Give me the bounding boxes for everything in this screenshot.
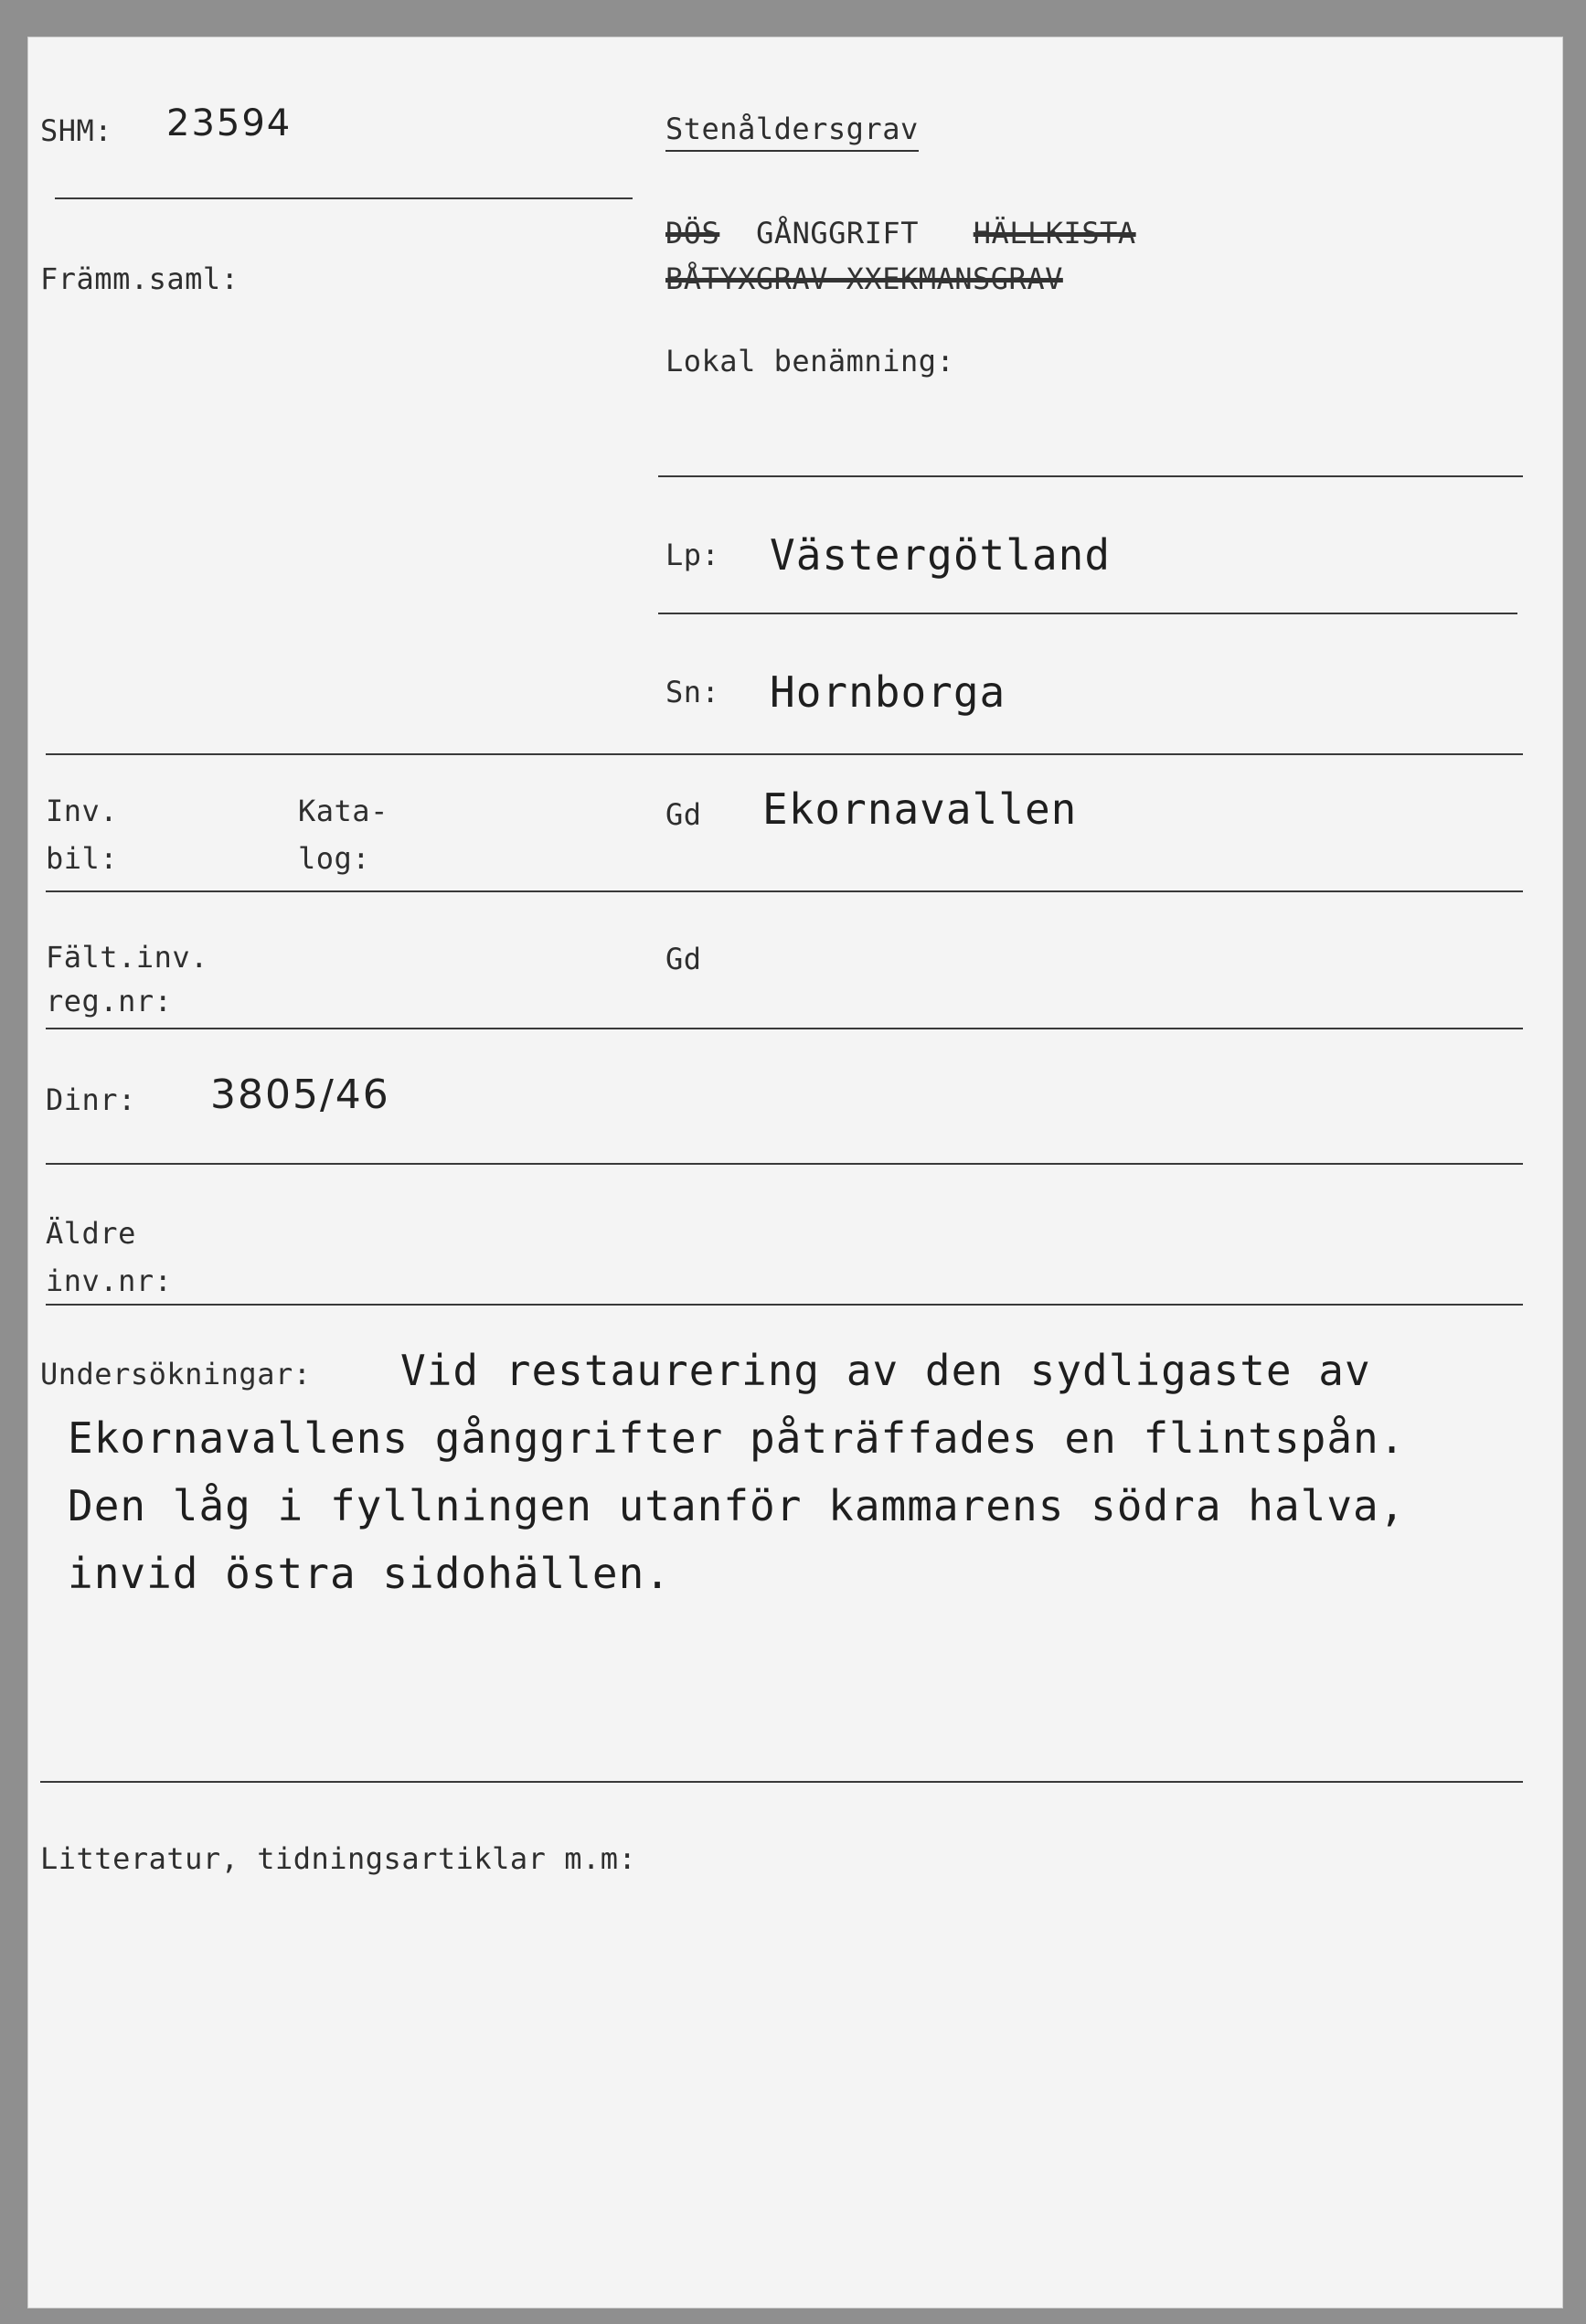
struck-type-hallkista: HÄLLKISTA (973, 216, 1136, 251)
undersokningar-label: Undersökningar: (40, 1357, 312, 1391)
divider (46, 1028, 1523, 1029)
undersokningar-line-2: Ekornavallens gånggrifter påträffades en flintspån. (68, 1413, 1406, 1463)
divider (46, 1163, 1523, 1165)
inv-bil-label-1: Inv. (46, 794, 119, 828)
katalog-label-2: log: (298, 841, 371, 876)
sn-label: Sn: (665, 675, 720, 709)
divider (55, 197, 633, 199)
divider (46, 1304, 1523, 1306)
sn-value: Hornborga (770, 667, 1006, 717)
struck-type-dos: DÖS (665, 216, 720, 251)
shm-label: SHM: (40, 113, 113, 148)
aldre-inv-label-1: Äldre (46, 1216, 136, 1251)
falt-inv-label-1: Fält.inv. (46, 940, 208, 975)
struck-type-line-2: BÅTYXGRAV XXEKMANSGRAV (665, 261, 1063, 296)
lokal-benamning-label: Lokal benämning: (665, 344, 955, 378)
litteratur-label: Litteratur, tidningsartiklar m.m: (40, 1841, 637, 1876)
lp-value: Västergötland (770, 530, 1112, 580)
divider (40, 1781, 1523, 1783)
divider (46, 890, 1523, 892)
shm-number: 23594 (166, 102, 293, 144)
lp-label: Lp: (665, 538, 720, 572)
falt-inv-label-2: reg.nr: (46, 984, 173, 1018)
active-type-ganggrift: GÅNGGRIFT (756, 216, 919, 251)
dinr-value: 3805/46 (210, 1071, 390, 1118)
undersokningar-line-4: invid östra sidohällen. (68, 1549, 671, 1598)
undersokningar-line-3: Den låg i fyllningen utanför kammarens södra halva, (68, 1481, 1406, 1530)
dinr-label: Dinr: (46, 1082, 136, 1117)
category-heading: Stenåldersgrav (665, 112, 919, 152)
grave-types-line-1 (665, 216, 1136, 251)
gd-label-1: Gd (665, 797, 702, 832)
katalog-label-1: Kata- (298, 794, 389, 828)
undersokningar-line-1: Vid restaurering av den sydligaste av (400, 1346, 1371, 1395)
gd-label-2: Gd (665, 942, 702, 976)
grave-types-line-2 (665, 261, 1063, 296)
divider (658, 475, 1523, 477)
gd-value-1: Ekornavallen (762, 784, 1078, 834)
divider (658, 613, 1517, 614)
framm-saml-label: Främm.saml: (40, 261, 239, 296)
aldre-inv-label-2: inv.nr: (46, 1263, 173, 1298)
divider (46, 753, 1523, 755)
catalog-card (27, 37, 1563, 2308)
inv-bil-label-2: bil: (46, 841, 119, 876)
